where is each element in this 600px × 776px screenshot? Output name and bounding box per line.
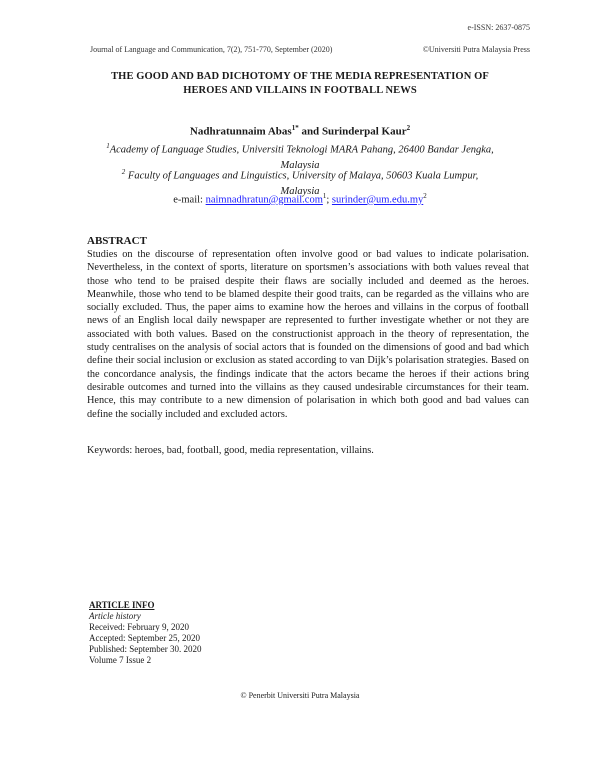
footer-copyright: © Penerbit Universiti Putra Malaysia (240, 691, 360, 700)
title-line-1: THE GOOD AND BAD DICHOTOMY OF THE MEDIA REPRESENTATION OF (111, 71, 489, 82)
press-copyright: ©Universiti Putra Malaysia Press (422, 45, 530, 54)
volume-issue: Volume 7 Issue 2 (89, 655, 152, 665)
author-1: Nadhratunnaim Abas (189, 125, 292, 138)
email-sup-2: 2 (423, 192, 427, 200)
affiliation-1-line1: Academy of Language Studies, Universiti Teknologi MARA Pahang, 26400 Bandar Jengka, (109, 144, 494, 156)
affiliation-2-line1: Faculty of Languages and Linguistics, University of Malaya, 50603 Kuala Lumpur, (125, 170, 479, 182)
received-date: Received: February 9, 2020 (89, 622, 189, 632)
journal-citation: Journal of Language and Communication, 7(2), 751-770, September (2020) (90, 45, 333, 54)
article-info-heading: ARTICLE INFO (89, 600, 155, 610)
abstract-heading: ABSTRACT (87, 235, 147, 247)
accepted-date: Accepted: September 25, 2020 (89, 633, 200, 643)
affiliation-1-sup: 1 (106, 142, 110, 150)
email-line (80, 192, 520, 206)
authors (80, 124, 520, 138)
email-link-1[interactable]: naimnadhratun@gmail.com (205, 194, 323, 206)
author-2-sup: 2 (406, 124, 411, 132)
affiliation-2-line2: Malaysia (280, 185, 320, 197)
author-1-sup: 1* (291, 124, 299, 132)
email-sep: ; (326, 194, 332, 206)
published-date: Published: September 30. 2020 (89, 644, 202, 654)
title-line-2: HEROES AND VILLAINS IN FOOTBALL NEWS (183, 85, 417, 96)
email-sup-1: 1 (322, 192, 327, 200)
eissn: e-ISSN: 2637-0875 (467, 23, 530, 32)
article-history-label: Article history (89, 611, 141, 621)
affiliation-1-line2: Malaysia (280, 159, 320, 171)
affiliation-2-sup: 2 (121, 168, 126, 176)
email-prefix: e-mail: (173, 194, 206, 206)
author-2: Surinderpal Kaur (321, 125, 407, 138)
email-link-2[interactable]: surinder@um.edu.my (331, 194, 424, 206)
author-conj: and (298, 125, 322, 138)
abstract-text: Studies on the discourse of representation often involve good or bad values to indicate polarisation. Nevertheless, in the context of sports, literature on sportsmen’s associations with both values reveal that those who tend to be praised despite their flaws are socially included and deemed as the heroes. Meanwhile, those who tend to be blamed despite their good traits, can be regarded as the villains who are socially excluded. Thus, the paper aims to examine how the heroes and villains in the corpus of football news of an English local daily newspaper are represented to further investigate whether or not they are associated with both values. Based on the constructionist approach in the theory of representation, the study centralises on the analysis of social actors that is founded on the dimensions of good and bad which define their social inclusion or exclusion as stated according to van Dijk’s polarisation strategies. Based on the concordance analysis, the findings indicate that the actors became the heroes if their actions bring desirable outcomes and turned into the villains as they caused undesirable circumstances for their team. Hence, this may contribute to a new dimension of polarisation in which both good and bad values can define the socially included and excluded actors. (87, 249, 529, 420)
keywords: Keywords: heroes, bad, football, good, media representation, villains. (87, 445, 374, 456)
paper-title (70, 70, 530, 98)
